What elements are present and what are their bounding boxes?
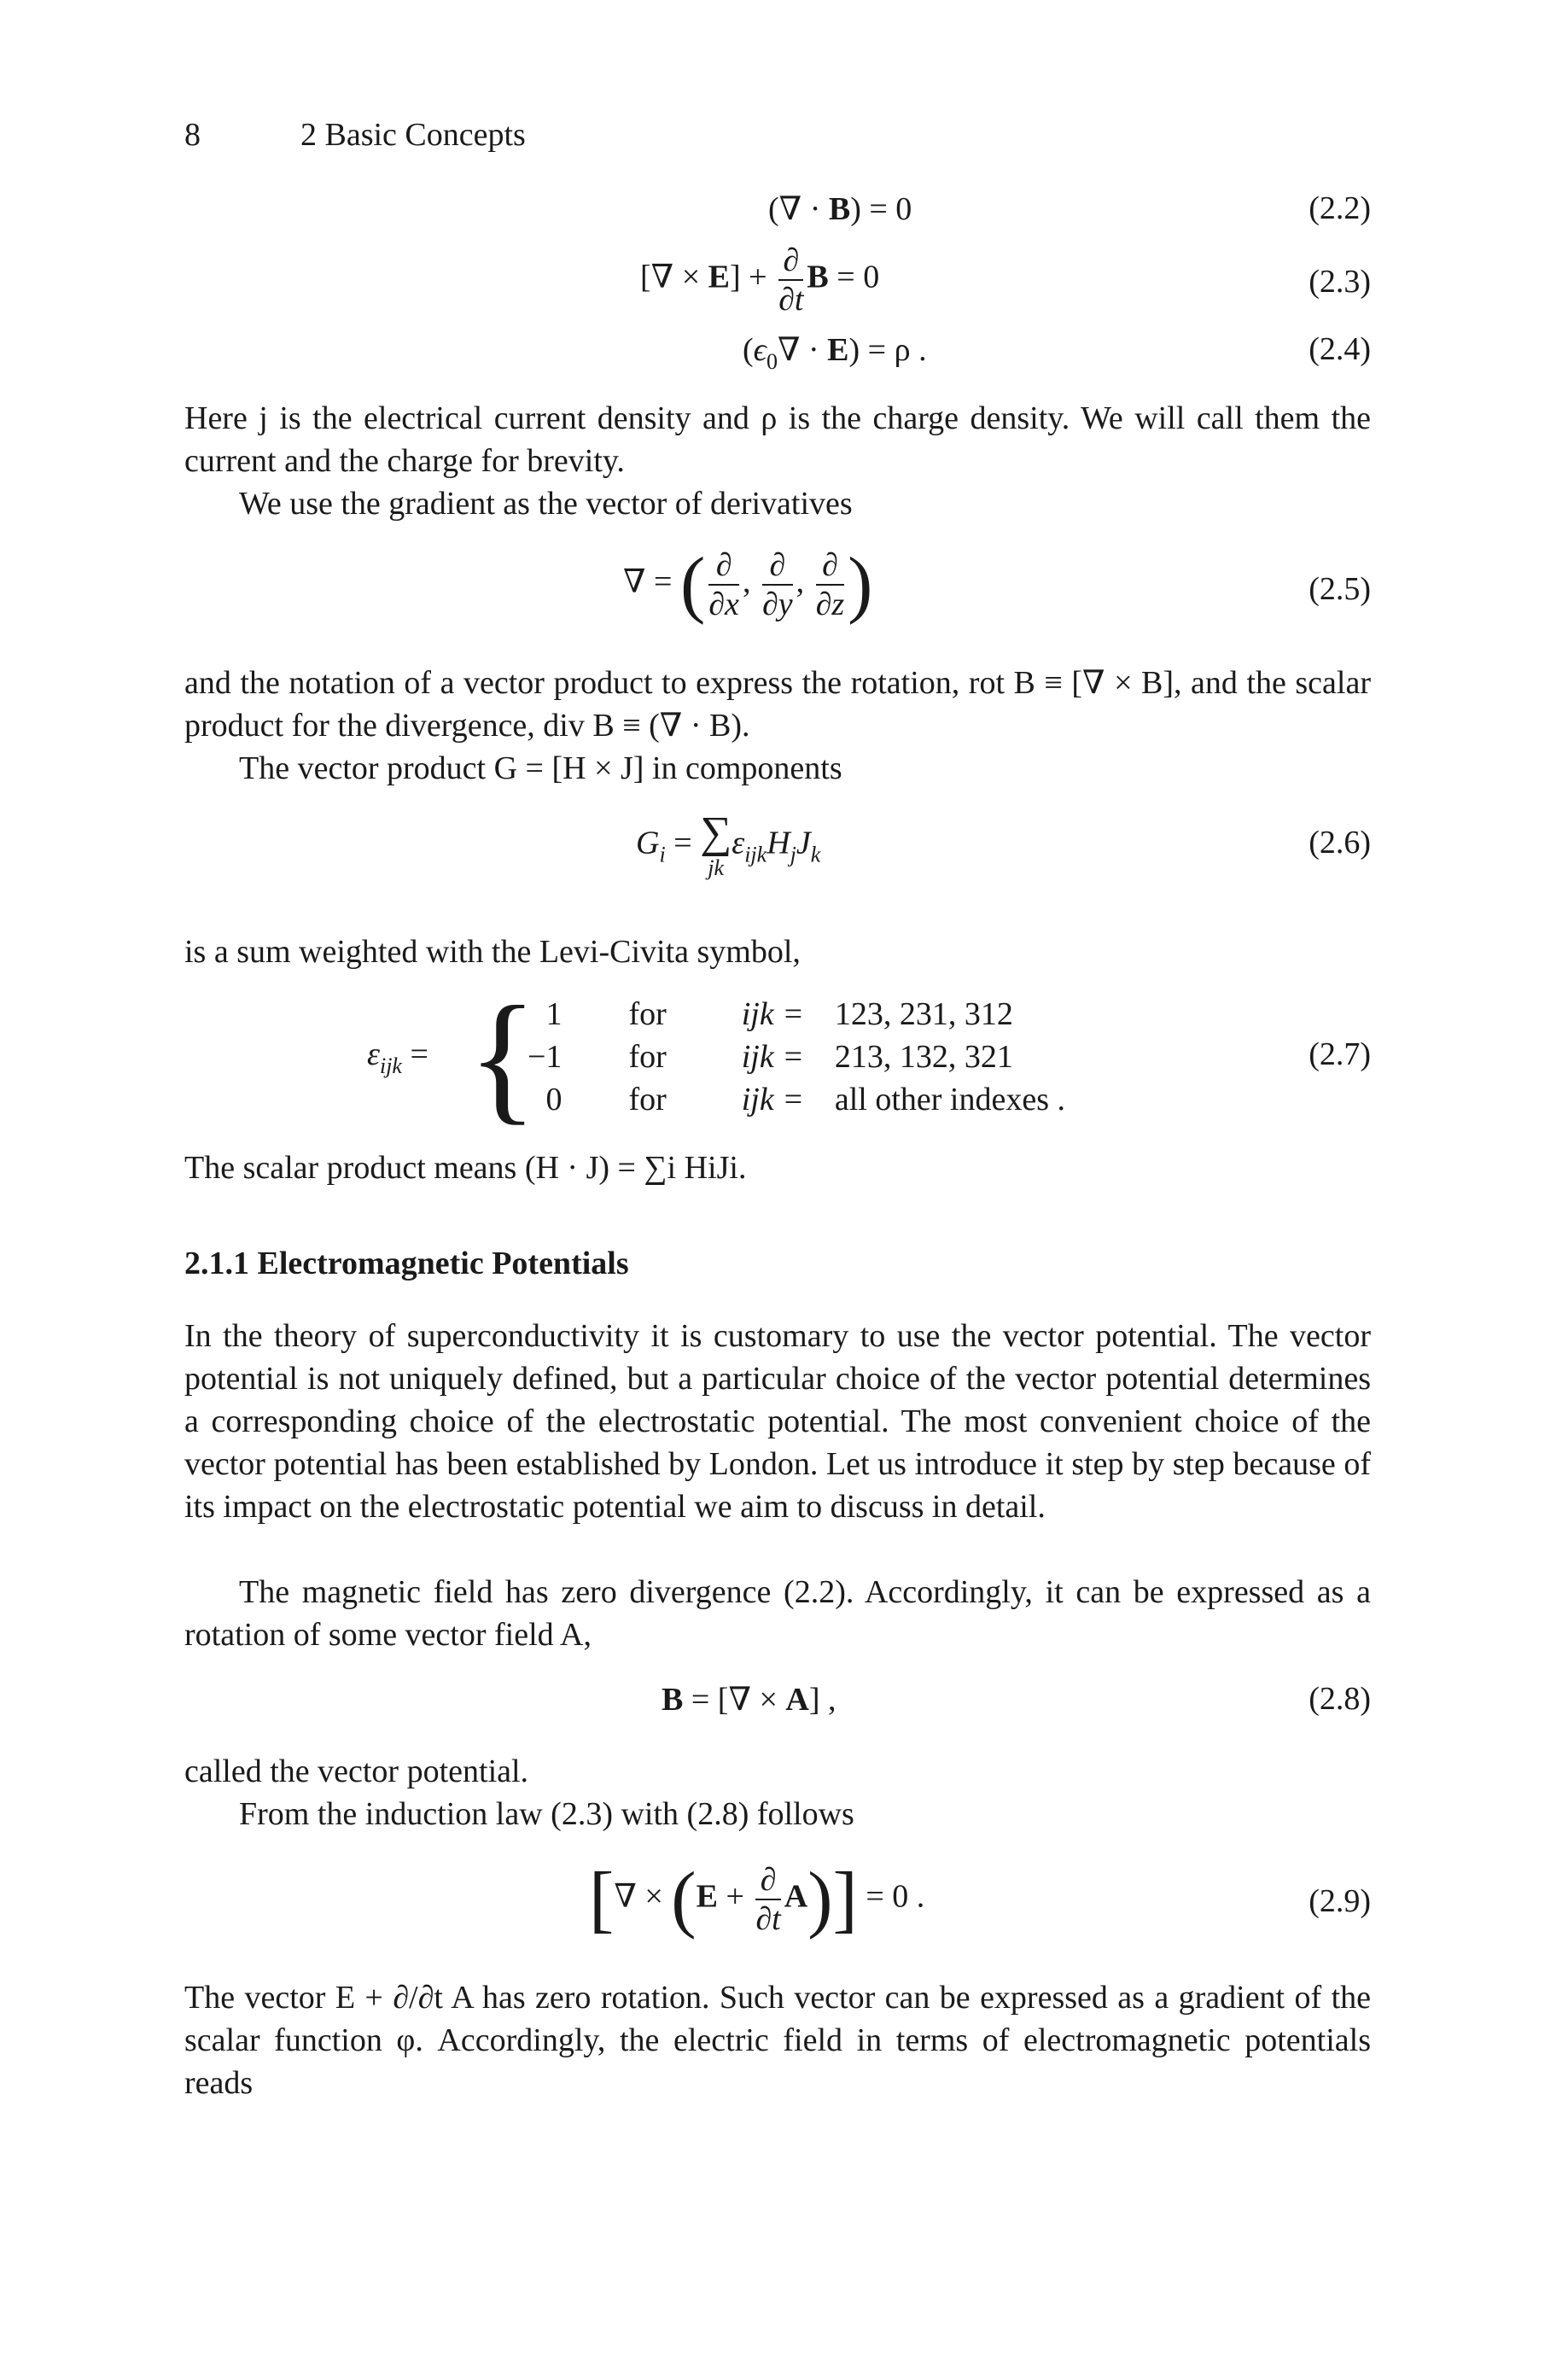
page-number: 8 [184,117,201,153]
equation-2-2: (∇ · B) = 0 [768,191,912,227]
paragraph: is a sum weighted with the Levi-Civita symbol, [184,934,801,970]
paragraph: The magnetic field has zero divergence (2.2). Accordingly, it can be expressed as a rotation of some vector field A, [184,1574,1371,1653]
paragraph: called the vector potential. [184,1753,529,1789]
equation-2-3: [∇ × E] + $\frac{\partial}{\partial t}$ B = 0 [640,242,880,318]
equation-number: (2.5) [1309,571,1371,607]
paragraph: The scalar product means (H · J) = ∑i HiJi. [184,1150,747,1186]
levi-civita-row: 0 for ijk = all other indexes . [545,1082,1066,1117]
levi-civita-row: 1 for ijk = 123, 231, 312 [545,996,1013,1032]
equation-number: (2.8) [1309,1681,1371,1717]
equation-number: (2.2) [1309,190,1371,226]
running-title: 2 Basic Concepts [300,117,526,153]
equation-number: (2.9) [1309,1883,1371,1919]
paragraph: We use the gradient as the vector of derivatives [239,486,853,522]
equation-2-6: $G_i$ = ∑ jk $\varepsilon_{ijk}H_jJ_k$ [636,808,821,880]
equation-number: (2.7) [1309,1036,1371,1072]
equation-number: (2.3) [1309,264,1371,300]
equation-number: (2.4) [1309,331,1371,367]
paragraph: In the theory of superconductivity it is customary to use the vector potential. The vector potential is not uniquely defined, but a particular choice of the vector potential determines a corresponding choice of the electrostatic potential. The most convenient choice of the vector potential has been established by London. Let us introduce it step by step because of its impact on the electrostatic potential we aim to discuss in detail. [184,1318,1371,1525]
paragraph: Here j is the electrical current density and ρ is the charge density. We will call them the current and the charge for brevity. [184,400,1371,479]
paragraph: and the notation of a vector product to express the rotation, rot B ≡ [∇ × B], and the scalar product for the divergence, div B ≡ (∇ · B). [184,665,1371,744]
equation-2-8: B = [∇ × A] , [662,1682,836,1718]
paragraph: The vector product G = [H × J] in components [239,750,842,786]
equation-2-4: $(\epsilon_0\nabla \cdot E) = \rho$ . [743,332,927,374]
equation-2-5: ∇ = ( $\frac{\partial}{\partial x}$ , $\frac{\partial}{\partial y}$ , $\frac{\partial}{\partial z}$ ) [623,543,873,626]
equation-2-9: [∇ × (E + $\frac{\partial}{\partial t}$ A)] = 0 . [589,1858,925,1940]
section-heading: 2.1.1 Electromagnetic Potentials [184,1246,629,1281]
levi-civita-row: −1 for ijk = 213, 132, 321 [528,1039,1013,1075]
paragraph: From the induction law (2.3) with (2.8) follows [239,1796,854,1832]
paragraph: The vector E + ∂/∂t A has zero rotation. Such vector can be expressed as a gradient of the scalar function φ. Accordingly, the electric field in terms of electromagnetic potentials reads [184,1980,1371,2101]
equation-number: (2.6) [1309,825,1371,861]
